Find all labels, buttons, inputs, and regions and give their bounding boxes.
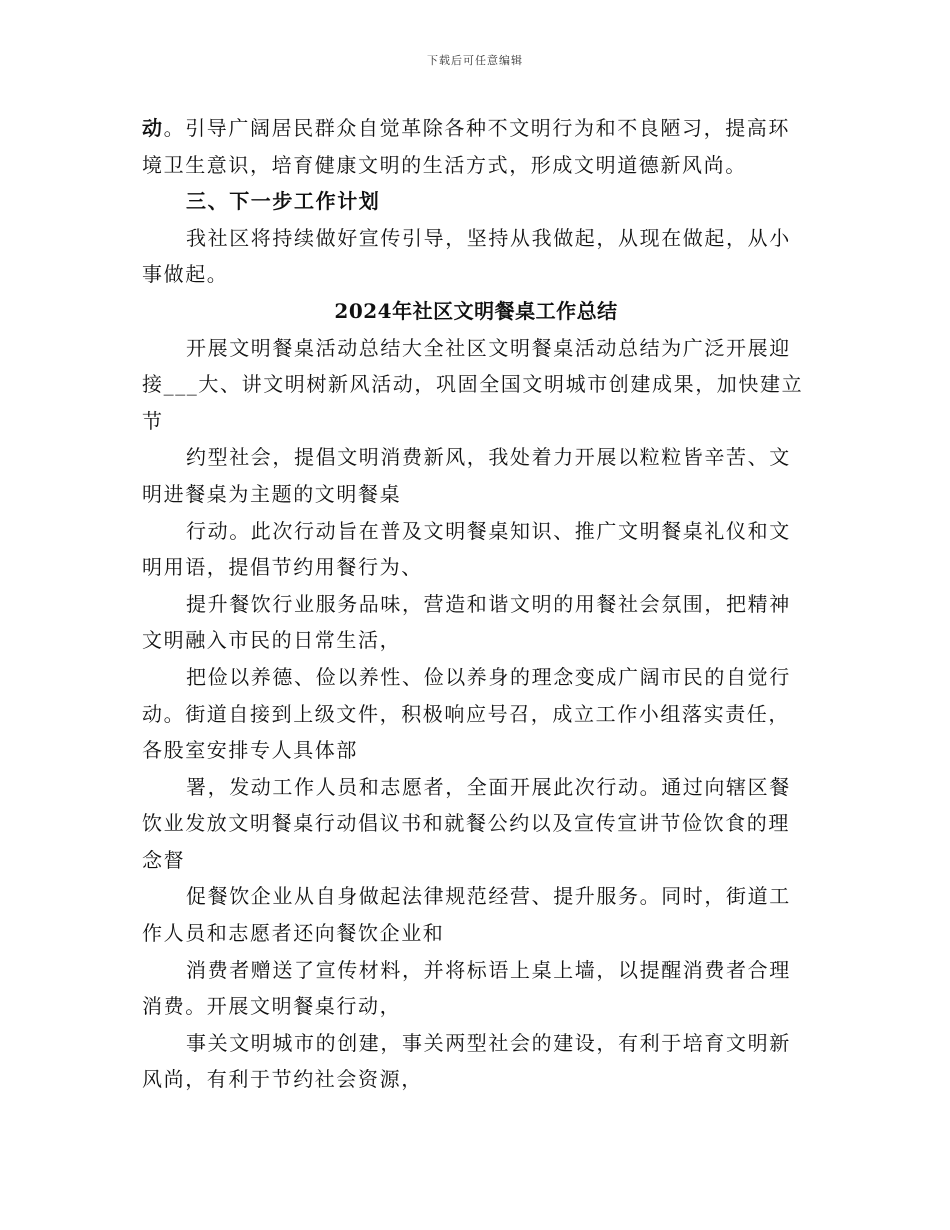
paragraph-line: 动。街道自接到上级文件，积极响应号召，成立工作小组落实责任，	[142, 701, 790, 726]
paragraph-line: 署，发动工作人员和志愿者，全面开展此次行动。通过向辖区餐	[186, 774, 791, 799]
paragraph-line: 明进餐桌为主题的文明餐桌	[142, 481, 402, 506]
paragraph-line: 饮业发放文明餐桌行动倡议书和就餐公约以及宣传宣讲节俭饮食的理	[142, 811, 790, 836]
lead-bold-text: 动	[142, 116, 164, 140]
section-heading: 三、下一步工作计划	[186, 189, 381, 214]
paragraph-line: 文明融入市民的日常生活，	[142, 628, 402, 653]
paragraph-text: 。引导广阔居民群众自觉革除各种不文明行为和不良陋习，提高环	[163, 116, 791, 140]
paragraph-line: 行动。此次行动旨在普及文明餐桌知识、推广文明餐桌礼仪和文	[186, 518, 791, 543]
paragraph-line: 事关文明城市的创建，事关两型社会的建设，有利于培育文明新	[186, 1030, 791, 1055]
paragraph-line: 约型社会，提倡文明消费新风，我处着力开展以粒粒皆辛苦、文	[186, 445, 791, 470]
paragraph-line: 境卫生意识，培育健康文明的生活方式，形成文明道德新风尚。	[142, 152, 747, 177]
document-title: 2024年社区文明餐桌工作总结	[334, 298, 618, 323]
page-header-note: 下载后可任意编辑	[427, 54, 523, 67]
paragraph-line: 节	[142, 408, 164, 433]
paragraph-line: 提升餐饮行业服务品味，营造和谐文明的用餐社会氛围，把精神	[186, 591, 791, 616]
paragraph-line: 风尚，有利于节约社会资源，	[142, 1067, 423, 1092]
paragraph-line: 把俭以养德、俭以养性、俭以养身的理念变成广阔市民的自觉行	[186, 664, 791, 689]
paragraph-line: 消费者赠送了宣传材料，并将标语上桌上墙，以提醒消费者合理	[186, 957, 791, 982]
paragraph-line: 促餐饮企业从自身做起法律规范经营、提升服务。同时，街道工	[186, 884, 791, 909]
paragraph-line: 消费。开展文明餐桌行动，	[142, 994, 402, 1019]
paragraph-line	[142, 110, 810, 147]
document-body	[142, 110, 810, 1098]
paragraph-line: 接___大、讲文明树新风活动，巩固全国文明城市创建成果，加快建立	[142, 372, 804, 397]
paragraph-line: 明用语，提倡节约用餐行为、	[142, 555, 423, 580]
paragraph-line: 念督	[142, 847, 186, 872]
paragraph-line: 各股室安排专人具体部	[142, 738, 358, 763]
paragraph-line: 我社区将持续做好宣传引导，坚持从我做起，从现在做起，从小	[186, 225, 791, 250]
paragraph-line: 事做起。	[142, 262, 229, 287]
paragraph-line: 作人员和志愿者还向餐饮企业和	[142, 921, 445, 946]
paragraph-line: 开展文明餐桌活动总结大全社区文明餐桌活动总结为广泛开展迎	[186, 335, 791, 360]
